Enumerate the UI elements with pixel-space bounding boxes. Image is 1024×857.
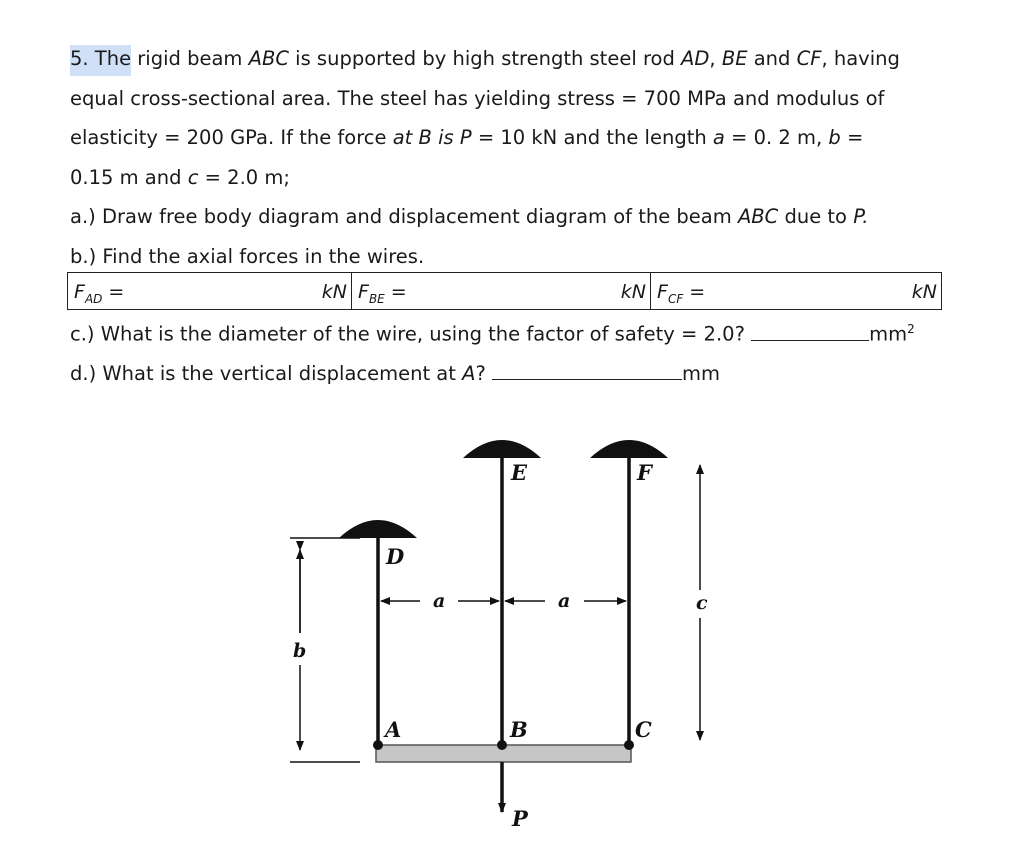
label-b-dim: b [293, 640, 307, 662]
problem-line-4: 0.15 m and c = 2.0 m; [70, 165, 290, 189]
label-c-dim: c [696, 592, 708, 614]
label-p: P [512, 806, 528, 831]
support-f [590, 440, 668, 458]
unit-kn: kN [911, 281, 937, 303]
part-b: b.) Find the axial forces in the wires. [70, 244, 425, 268]
pin-a [373, 740, 383, 750]
label-a-point: A [385, 717, 402, 742]
label-b-point: B [510, 717, 528, 742]
answer-cell-fad[interactable]: $F_{AD}$ = kN [74, 281, 347, 306]
label-e: E [511, 460, 528, 485]
answer-cell-fbe[interactable]: $F_{BE}$ = kN [351, 273, 650, 309]
part-d: d.) What is the vertical displacement at A? mm [70, 362, 721, 385]
pin-c [624, 740, 634, 750]
pin-b [497, 740, 507, 750]
label-d: D [386, 544, 405, 569]
unit-kn: kN [620, 281, 646, 303]
label-a-dim-1: a [433, 590, 446, 612]
part-a: a.) Draw free body diagram and displacement diagram of the beam ABC due to P. [70, 205, 869, 228]
problem-line-3: elasticity = 200 GPa. If the force at B is P = 10 kN and the length a = 0. 2 m, b = [70, 126, 864, 149]
unit-kn: kN [321, 281, 347, 303]
label-a-dim-2: a [558, 590, 571, 612]
support-e [463, 440, 541, 458]
answer-cell-fcf[interactable]: $F_{CF}$ = kN [650, 273, 941, 309]
problem-line-2: equal cross-sectional area. The steel has yielding stress = 700 MPa and modulus of [70, 86, 885, 110]
problem-line-1: 5. The rigid beam ABC is supported by high strength steel rod AD, BE and CF, having [70, 39, 940, 79]
label-f: F [637, 460, 652, 485]
problem-number: 5. The [70, 45, 131, 76]
label-c-point: C [635, 717, 652, 742]
part-c: c.) What is the diameter of the wire, using the factor of safety = 2.0? $mm^2$ [70, 322, 915, 346]
support-d [339, 520, 417, 538]
